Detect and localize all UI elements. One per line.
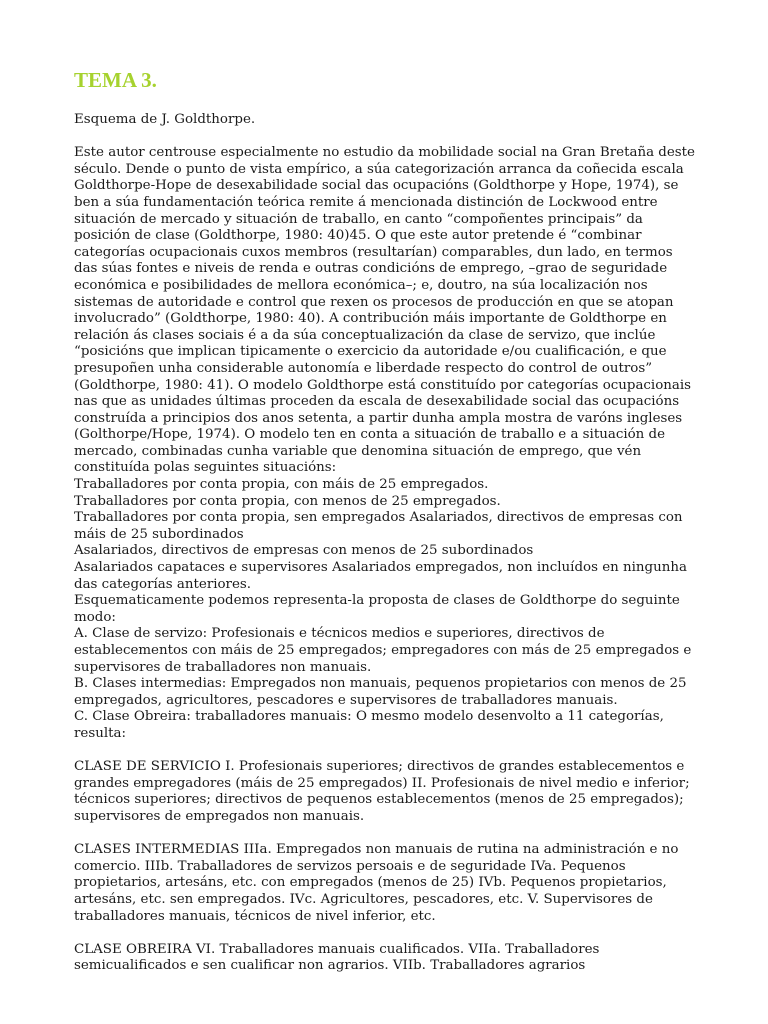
paragraph-gap [74, 743, 698, 760]
list-item: Asalariados capataces e supervisores Asalariados empregados, non incluídos en ningunha das categorías anteriores. [74, 560, 687, 592]
list-item: A. Clase de servizo: Profesionais e técnicos medios e superiores, directivos de establecementos con máis de 25 empregados; empregadores con más de 25 empregados e supervisores de traballadores non manuais. [74, 626, 692, 675]
list-item: Traballadores por conta propia, con máis de 25 empregados. [74, 477, 489, 493]
clase-servicio-paragraph: CLASE DE SERVICIO I. Profesionais superiores; directivos de grandes establecementos e grandes empregadores (máis de 25 empregados) II. Profesionais de nivel medio e inferior; técnicos superiores; directivos de pequenos establecementos (menos de 25 empregados); supervisores de empregados non manuais. [74, 759, 690, 824]
list-item: C. Clase Obreira: traballadores manuais: O mesmo modelo desenvolto a 11 categorías, resulta: [74, 709, 664, 741]
list-item: Esquematicamente podemos representa-la proposta de clases de Goldthorpe do seguinte modo: [74, 593, 680, 625]
list-item: Traballadores por conta propia, sen empregados Asalariados, directivos de empresas con máis de 25 subordinados [74, 510, 683, 542]
document-subtitle: Esquema de J. Goldthorpe. [74, 112, 256, 127]
list-item: Asalariados, directivos de empresas con menos de 25 subordinados [74, 543, 534, 559]
paragraph-gap [74, 129, 698, 146]
intro-paragraph: Este autor centrouse especialmente no estudio da mobilidade social na Gran Bretaña deste século. Dende o punto de vista empírico, a súa categorización arranca da coñecida escala Goldthorpe-Hope de desexabilidade social das ocupacións (Goldthorpe y Hope, 1974), se ben a súa fundamentación teórica remite á mencionada distinción de Lockwood entre situación de mercado y situación de traballo, en canto “compoñentes principais” da posición de clase (Goldthorpe, 1980: 40)45. O que este autor pretende é “combinar categorías ocupacionais cuxos membros (resultarían) comparables, dun lado, en termos das súas fontes e niveis de renda e outras condicións de emprego, –grao de seguridade económica e posibilidades de mellora económica–; e, doutro, na súa localización nos sistemas de autoridade e control que rexen os procesos de producción en que se atopan involucrado” (Goldthorpe, 1980: 40). A contribución máis importante de Goldthorpe en relación ás clases sociais é a da súa conceptualización da clase de servizo, que inclúe “posicións que implican tipicamente o exercicio da autoridade e/ou cualificación, e que presupoñen unha considerable autonomía e liberdade respecto do control de outros” (Goldthorpe, 1980: 41). O modelo Goldthorpe está constituído por categorías ocupacionais nas que as unidades últimas proceden da escala de desexabilidade social das ocupacións construída a principios dos anos setenta, a partir dunha ampla mostra de varóns ingleses (Golthorpe/Hope, 1974). O modelo ten en conta a situación de traballo e a situación de mercado, combinadas cunha variable que denomina situación de emprego, que vén constituída polas seguintes situacións: [74, 145, 695, 476]
document-title: TEMA 3. [74, 68, 157, 92]
paragraph-gap [74, 826, 698, 843]
clases-intermedias-paragraph: CLASES INTERMEDIAS IIIa. Empregados non manuais de rutina na administración e no comercio. IIIb. Traballadores de servizos persoais e de seguridade IVa. Pequenos propietarios, artesáns, etc. con empregados (menos de 25) IVb. Pequenos propietarios, artesáns, etc. sen empregados. IVc. Agricultores, pescadores, etc. V. Supervisores de traballadores manuais, técnicos de nivel inferior, etc. [74, 842, 679, 924]
document-page [74, 66, 698, 975]
paragraph-gap [74, 925, 698, 942]
list-item: Traballadores por conta propia, con menos de 25 empregados. [74, 493, 501, 509]
list-item: B. Clases intermedias: Empregados non manuais, pequenos propietarios con menos de 25 empregados, agricultores, pescadores e supervisores de traballadores manuais. [74, 676, 687, 708]
clase-obreira-paragraph: CLASE OBREIRA VI. Traballadores manuais cualificados. VIIa. Traballadores semicualificados e sen cualificar non agrarios. VIIb. Traballadores agrarios [74, 941, 600, 974]
